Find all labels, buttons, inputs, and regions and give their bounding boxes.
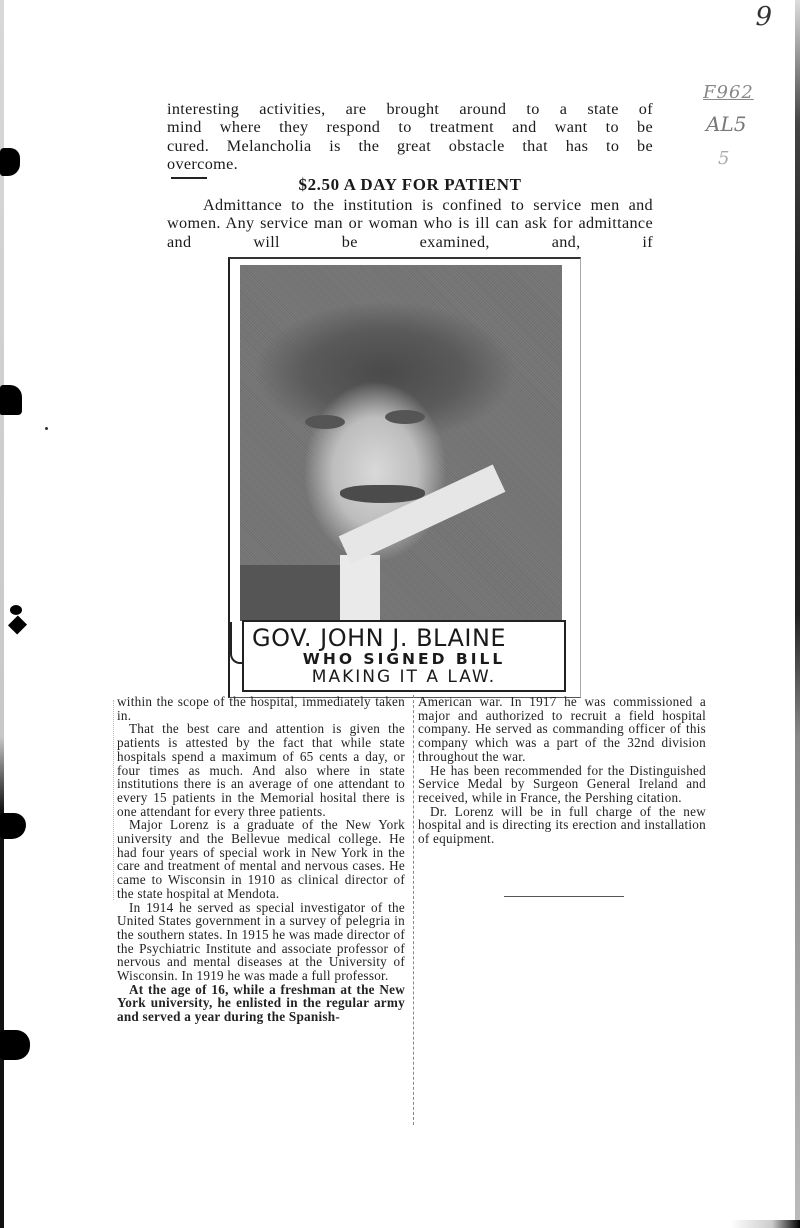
- article-top-paragraph: [167, 100, 653, 173]
- article-paragraph: Admittance to the institution is confined to service men and women. Any service man or woman who is ill can ask for admittance and will be examined, and, if: [167, 196, 653, 251]
- handwritten-note: AL5: [706, 112, 747, 136]
- caption-line: WHO SIGNED BILL: [302, 650, 506, 668]
- text-line: interesting activities, are brought around to a state of: [167, 100, 653, 118]
- text-line: mind where they respond to treatment and want to be: [167, 118, 653, 137]
- column-divider: [413, 695, 415, 1125]
- paragraph: Dr. Lorenz will be in full charge of the new hospital and is directing its erection and installation of equipment.: [418, 803, 706, 847]
- portrait-photo: [240, 265, 562, 621]
- paragraph: In 1914 he served as special investigator of the United States government in a survey of pelegria in the southern states. In 1915 he was made director of the Psychiatric Institute and associate professor of nervous and mental diseases at the University of Wisconsin. In 1919 he was made a full professor.: [117, 899, 405, 984]
- photo-caption: [242, 620, 566, 692]
- photo-eye: [305, 415, 345, 429]
- paragraph: That the best care and attention is given the patients is attested by the fact that while state hospitals spend a maximum of 65 cents a day, or four times as much. And also where in state institutions there is an average of one attendant to every 15 patients in the Memorial hosital there is one attendant for every three patients.: [117, 721, 405, 819]
- page-number: 9: [755, 2, 772, 32]
- text-line: cured. Melancholia is the great obstacle that has to be: [167, 136, 653, 155]
- paragraph: within the scope of the hospital, immediately taken in.: [117, 694, 405, 723]
- photo-suit: [240, 565, 350, 621]
- handwritten-note: F962: [703, 82, 754, 103]
- caption-line: MAKING IT A LAW.: [311, 667, 497, 687]
- paragraph: Major Lorenz is a graduate of the New York university and the Bellevue medical college. He had four years of special work in New York in the care and treatment of mental and nervous cases. He came to Wisconsin in 1910 as clinical director of the state hospital at Mendota.: [117, 817, 405, 901]
- ink-blot: [10, 605, 22, 615]
- photo-collar: [339, 465, 506, 564]
- page-corner-shadow: [730, 1220, 800, 1228]
- photo-eye: [385, 410, 425, 424]
- paragraph: American war. In 1917 he was commissioned a major and authorized to recruit a field hospital company. He served as commanding officer of this company which was a part of the 32nd division throughout the war.: [418, 694, 706, 764]
- ink-blot: [0, 148, 20, 176]
- photo-mustache: [340, 485, 425, 503]
- column-rule: [113, 700, 115, 900]
- caption-name: GOV. JOHN J. BLAINE: [252, 624, 507, 652]
- page-edge-right: [795, 0, 800, 1228]
- paragraph: At the age of 16, while a freshman at the New York university, he enlisted in the regular army and served a year during the Spanish-: [117, 981, 405, 1025]
- column-right: [418, 695, 706, 846]
- ink-blot: [0, 1030, 30, 1060]
- article-end-rule: [504, 896, 624, 897]
- ink-blot: [0, 813, 26, 839]
- ink-blot: [0, 385, 22, 415]
- text-line: overcome.: [167, 154, 239, 173]
- subheading: $2.50 A DAY FOR PATIENT: [298, 175, 522, 194]
- photo-shirt: [340, 555, 380, 621]
- column-left: [117, 695, 405, 1024]
- ink-blot: [8, 615, 27, 634]
- ink-speck: [45, 427, 48, 430]
- paragraph: He has been recommended for the Distinguished Service Medal by Surgeon General Ireland and received, while in France, the Pershing citation.: [418, 762, 706, 805]
- handwritten-note: 5: [718, 148, 730, 169]
